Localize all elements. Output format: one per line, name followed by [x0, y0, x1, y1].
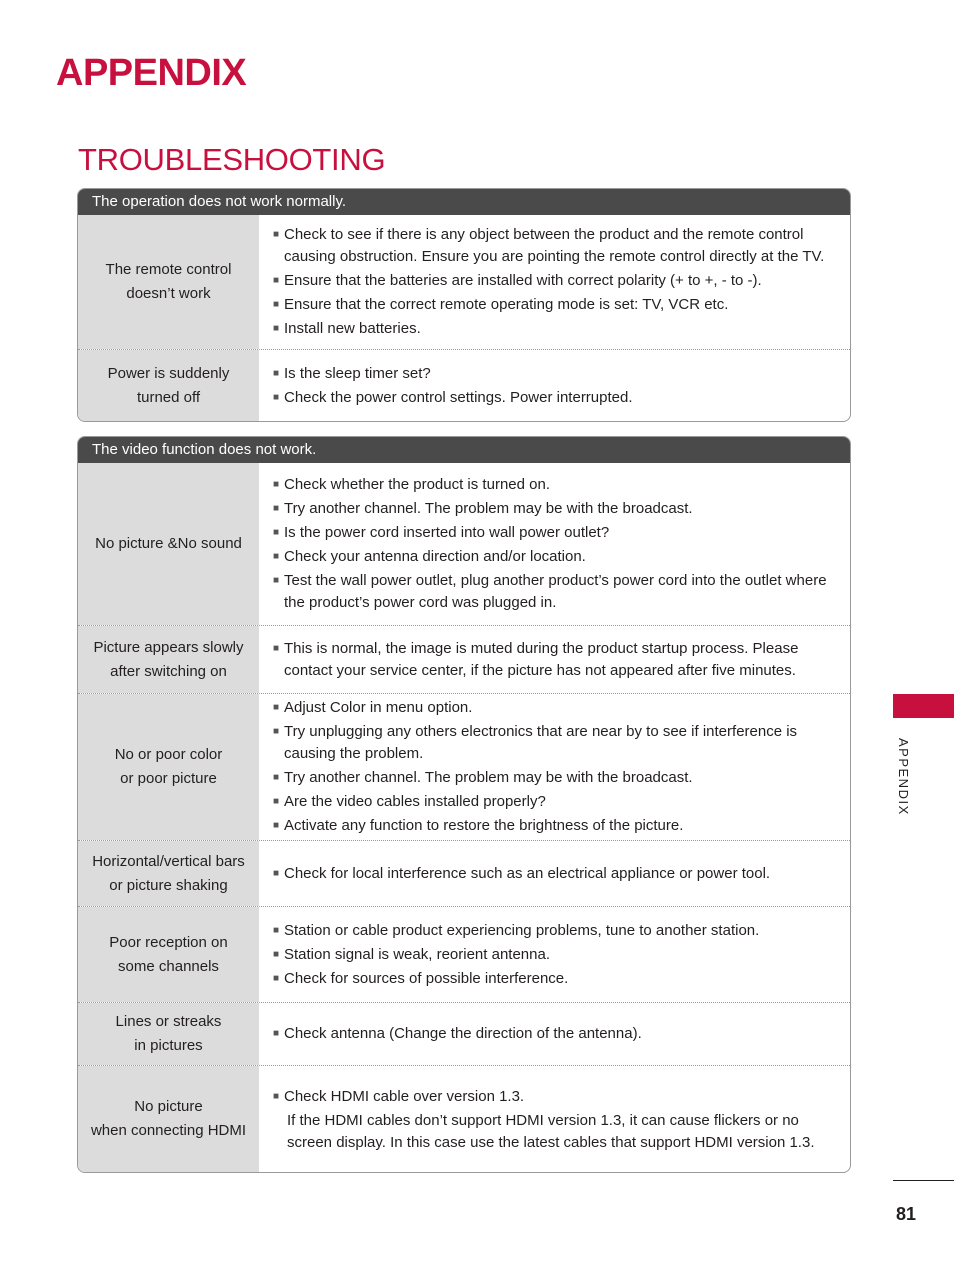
solution-text: Check for local interference such as an electrical appliance or power tool.: [284, 864, 771, 882]
appendix-side-tab: [893, 694, 954, 718]
solution-text: Check HDMI cable over version 1.3.: [284, 1087, 525, 1105]
square-bullet-icon: ■: [273, 726, 280, 737]
solution-text: Station signal is weak, reorient antenna.: [284, 945, 550, 963]
solution-cell: [261, 1066, 850, 1172]
solution-text: Test the wall power outlet, plug another product’s power cord into the outlet where the product’s power cord was plugged in.: [284, 572, 827, 611]
solution-cell: [261, 1003, 850, 1065]
solution-cell: [261, 215, 850, 349]
solution-item: [273, 387, 830, 409]
square-bullet-icon: ■: [273, 551, 280, 562]
solution-item: [273, 721, 830, 765]
video-box: [77, 436, 851, 1173]
square-bullet-icon: ■: [273, 820, 280, 831]
table-row: [78, 463, 850, 625]
solution-item: [273, 318, 830, 340]
solution-text: Try another channel. The problem may be with the broadcast.: [284, 500, 693, 517]
problem-cell: Poor reception on some channels: [78, 907, 261, 1002]
solution-text: Is the sleep timer set?: [284, 364, 431, 382]
solution-item: [273, 1086, 830, 1108]
solution-text: Is the power cord inserted into wall power outlet?: [284, 524, 610, 541]
square-bullet-icon: ■: [273, 575, 280, 586]
table-row: [78, 349, 850, 421]
solution-item: [273, 546, 830, 568]
solution-item: [273, 1023, 830, 1045]
appendix-side-label: APPENDIX: [896, 738, 911, 816]
solution-text: Try another channel. The problem may be with the broadcast.: [284, 769, 693, 786]
problem-cell: Power is suddenly turned off: [78, 350, 261, 421]
solution-text: Ensure that the correct remote operating mode is set: TV, VCR etc.: [284, 296, 729, 313]
solution-item: [273, 570, 830, 614]
square-bullet-icon: ■: [273, 948, 280, 960]
solution-text: Check your antenna direction and/or location.: [284, 548, 586, 565]
table-row: [78, 906, 850, 1002]
solution-text: Install new batteries.: [284, 320, 421, 337]
solution-item: [273, 697, 830, 719]
square-bullet-icon: ■: [273, 924, 280, 936]
solution-cell: [261, 907, 850, 1002]
video-box-header: The video function does not work.: [78, 437, 850, 463]
solution-text: Check whether the product is turned on.: [284, 476, 550, 493]
solution-item: [273, 363, 830, 385]
solution-text: Check the power control settings. Power interrupted.: [284, 388, 633, 406]
solution-item: [273, 224, 830, 268]
solution-cell: [261, 626, 850, 693]
solution-item: [273, 270, 830, 292]
solution-item: [273, 522, 830, 544]
table-row: [78, 215, 850, 349]
solution-item: [273, 294, 830, 316]
operation-box-header: The operation does not work normally.: [78, 189, 850, 215]
solution-text: This is normal, the image is muted during the product startup process. Please contact your service center, if the picture has not appeared after five minutes.: [284, 639, 799, 679]
solution-cell: [261, 463, 850, 625]
problem-cell: Picture appears slowly after switching on: [78, 626, 261, 693]
solution-text: Adjust Color in menu option.: [284, 699, 473, 716]
problem-cell: The remote control doesn’t work: [78, 215, 261, 349]
square-bullet-icon: ■: [273, 229, 280, 240]
problem-cell: No or poor color or poor picture: [78, 694, 261, 840]
solution-text: Are the video cables installed properly?: [284, 793, 546, 810]
square-bullet-icon: ■: [273, 796, 280, 807]
solution-item: [273, 767, 830, 789]
solution-text: Try unplugging any others electronics that are near by to see if interference is causing the problem.: [284, 723, 798, 762]
solution-cell: [261, 694, 850, 840]
square-bullet-icon: ■: [273, 972, 280, 984]
solution-text: Ensure that the batteries are installed with correct polarity (+ to +, - to -).: [284, 272, 762, 289]
square-bullet-icon: ■: [273, 527, 280, 538]
appendix-heading: APPENDIX: [56, 52, 247, 94]
solution-item: [273, 815, 830, 837]
table-row: [78, 625, 850, 693]
square-bullet-icon: ■: [273, 1090, 280, 1102]
page-number-rule: [893, 1180, 954, 1181]
problem-cell: No picture when connecting HDMI: [78, 1066, 261, 1172]
solution-item: [273, 863, 830, 885]
solution-item: [273, 968, 830, 990]
square-bullet-icon: ■: [273, 702, 280, 713]
square-bullet-icon: ■: [273, 1028, 280, 1039]
operation-box: [77, 188, 851, 422]
solution-item: [273, 944, 830, 966]
solution-item: [273, 498, 830, 520]
solution-text: Station or cable product experiencing problems, tune to another station.: [284, 921, 760, 939]
square-bullet-icon: ■: [273, 503, 280, 514]
square-bullet-icon: ■: [273, 367, 280, 379]
problem-cell: Lines or streaks in pictures: [78, 1003, 261, 1065]
problem-cell: Horizontal/vertical bars or picture shaking: [78, 841, 261, 906]
solution-note: If the HDMI cables don’t support HDMI version 1.3, it can cause flickers or no screen display. In this case use the latest cables that support HDMI version 1.3.: [287, 1111, 815, 1151]
solution-item: [273, 920, 830, 942]
square-bullet-icon: ■: [273, 867, 280, 879]
square-bullet-icon: ■: [273, 772, 280, 783]
solution-text: Check for sources of possible interference.: [284, 969, 569, 987]
solution-text: Activate any function to restore the brightness of the picture.: [284, 817, 684, 834]
square-bullet-icon: ■: [273, 479, 280, 490]
table-row: [78, 1002, 850, 1065]
square-bullet-icon: ■: [273, 299, 280, 310]
table-row: [78, 1065, 850, 1172]
problem-cell: No picture &No sound: [78, 463, 261, 625]
square-bullet-icon: ■: [273, 642, 280, 654]
solution-text: Check antenna (Change the direction of the antenna).: [284, 1025, 642, 1042]
square-bullet-icon: ■: [273, 323, 280, 334]
solution-item: [273, 791, 830, 813]
square-bullet-icon: ■: [273, 275, 280, 286]
troubleshooting-title: TROUBLESHOOTING: [78, 142, 386, 177]
table-row: [78, 840, 850, 906]
solution-item: [273, 474, 830, 496]
solution-text: Check to see if there is any object between the product and the remote control causing obstruction. Ensure you are pointing the remote control directly at the TV.: [284, 226, 825, 265]
solution-cell: [261, 350, 850, 421]
square-bullet-icon: ■: [273, 391, 280, 403]
table-row: [78, 693, 850, 840]
solution-item: [273, 638, 830, 682]
solution-cell: [261, 841, 850, 906]
page-number: 81: [896, 1204, 917, 1224]
